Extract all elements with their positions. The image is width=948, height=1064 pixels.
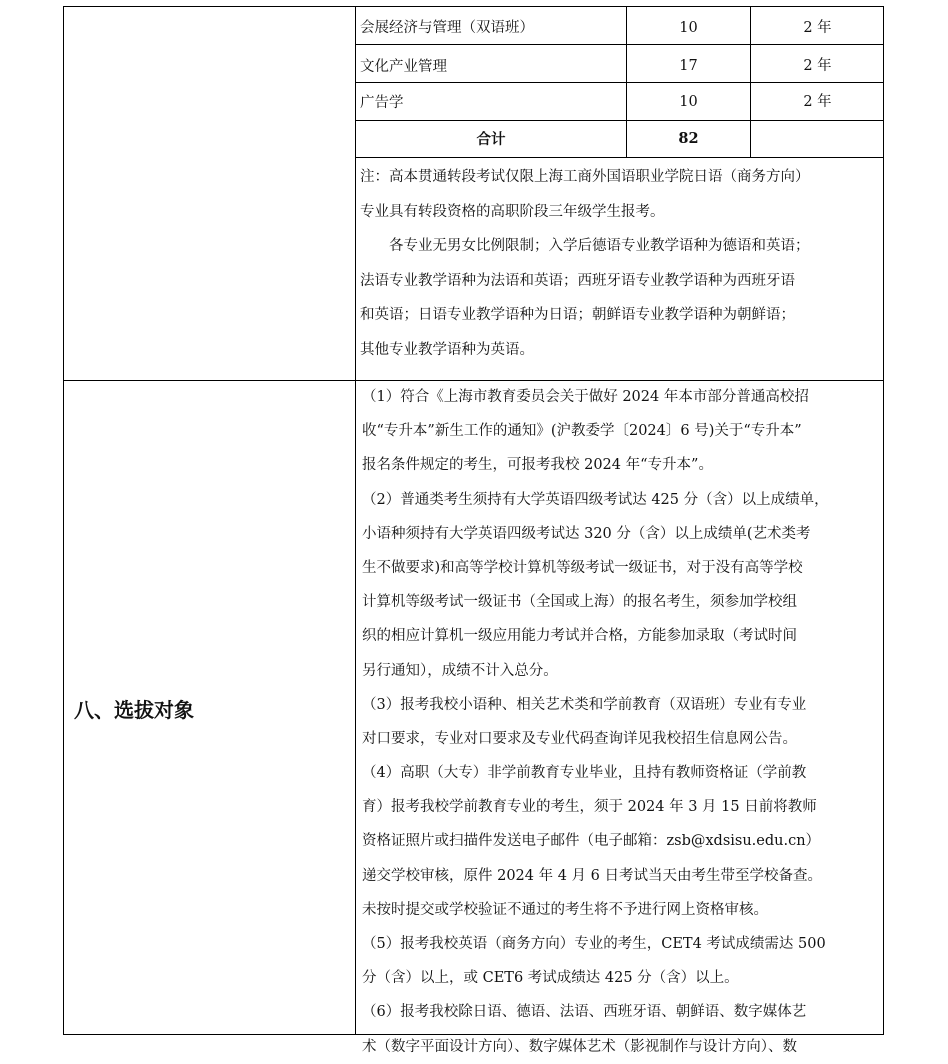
enrollment-count: 17 <box>679 58 698 74</box>
content-line: 小语种须持有大学英语四级考试达 320 分（含）以上成绩单(艺术类考 <box>362 525 811 542</box>
row-divider <box>356 44 884 45</box>
content-line: 收“专升本”新生工作的通知》(沪教委学〔2024〕6 号)关于“专升本” <box>362 423 802 440</box>
content-line: 另行通知），成绩不计入总分。 <box>362 662 558 679</box>
content-line: （3）报考我校小语种、相关艺术类和学前教育（双语班）专业有专业 <box>362 696 807 713</box>
note-line: 各专业无男女比例限制；入学后德语专业教学语种为德语和英语； <box>360 238 810 255</box>
column-divider <box>355 6 356 1035</box>
note-line: 专业具有转段资格的高职阶段三年级学生报考。 <box>360 203 665 220</box>
content-line: 递交学校审核，原件 2024 年 4 月 6 日考试当天由考生带至学校备查。 <box>362 867 823 884</box>
content-line: （4）高职（大专）非学前教育专业毕业，且持有教师资格证（学前教 <box>362 765 807 782</box>
content-line: 计算机等级考试一级证书（全国或上海）的报名考生，须参加学校组 <box>362 594 797 611</box>
content-line: 分（含）以上，或 CET6 考试成绩达 425 分（含）以上。 <box>362 970 739 987</box>
content-line: 育）报考我校学前教育专业的考生，须于 2024 年 3 月 15 日前将教师 <box>362 799 817 816</box>
row-divider <box>356 157 884 158</box>
note-block <box>360 160 880 368</box>
content-block <box>362 380 882 1064</box>
duration: 2 年 <box>803 58 832 74</box>
content-line: （6）报考我校除日语、德语、法语、西班牙语、朝鲜语、数字媒体艺 <box>362 1004 807 1021</box>
content-line: 生不做要求)和高等学校计算机等级考试一级证书，对于没有高等学校 <box>362 559 803 576</box>
enrollment-count: 10 <box>679 20 698 36</box>
major-name: 会展经济与管理（双语班） <box>360 20 534 36</box>
major-name: 广告学 <box>360 95 404 111</box>
content-line: 报名条件规定的考生，可报考我校 2024 年“专升本”。 <box>362 457 713 474</box>
row-divider <box>356 82 884 83</box>
note-line: 和英语；日语专业教学语种为日语；朝鲜语专业教学语种为朝鲜语； <box>360 307 795 324</box>
content-line: （2）普通类考生须持有大学英语四级考试达 425 分（含）以上成绩单， <box>362 491 829 508</box>
duration: 2 年 <box>803 20 832 36</box>
note-line: 注：高本贯通转段考试仅限上海工商外国语职业学院日语（商务方向） <box>360 169 810 185</box>
section-title: 八、选拔对象 <box>74 698 194 722</box>
content-line: 未按时提交或学校验证不通过的考生将不予进行网上资格审核。 <box>362 901 768 918</box>
total-value: 82 <box>678 130 699 147</box>
duration: 2 年 <box>803 94 832 110</box>
content-line: （1）符合《上海市教育委员会关于做好 2024 年本市部分普通高校招 <box>362 389 809 405</box>
note-line: 其他专业教学语种为英语。 <box>360 341 534 358</box>
total-label: 合计 <box>476 131 506 148</box>
content-line: 对口要求，专业对口要求及专业代码查询详见我校招生信息网公告。 <box>362 730 797 747</box>
row-divider <box>356 120 884 121</box>
major-name: 文化产业管理 <box>360 59 447 75</box>
note-line: 法语专业教学语种为法语和英语；西班牙语专业教学语种为西班牙语 <box>360 272 795 289</box>
content-line: 资格证照片或扫描件发送电子邮件（电子邮箱：zsb@xdsisu.edu.cn） <box>362 833 821 850</box>
enrollment-count: 10 <box>679 94 698 110</box>
content-line: （5）报考我校英语（商务方向）专业的考生，CET4 考试成绩需达 500 <box>362 936 826 952</box>
content-line: 术（数字平面设计方向）、数字媒体艺术（影视制作与设计方向）、数 <box>362 1038 797 1055</box>
content-line: 织的相应计算机一级应用能力考试并合格，方能参加录取（考试时间 <box>362 628 797 645</box>
